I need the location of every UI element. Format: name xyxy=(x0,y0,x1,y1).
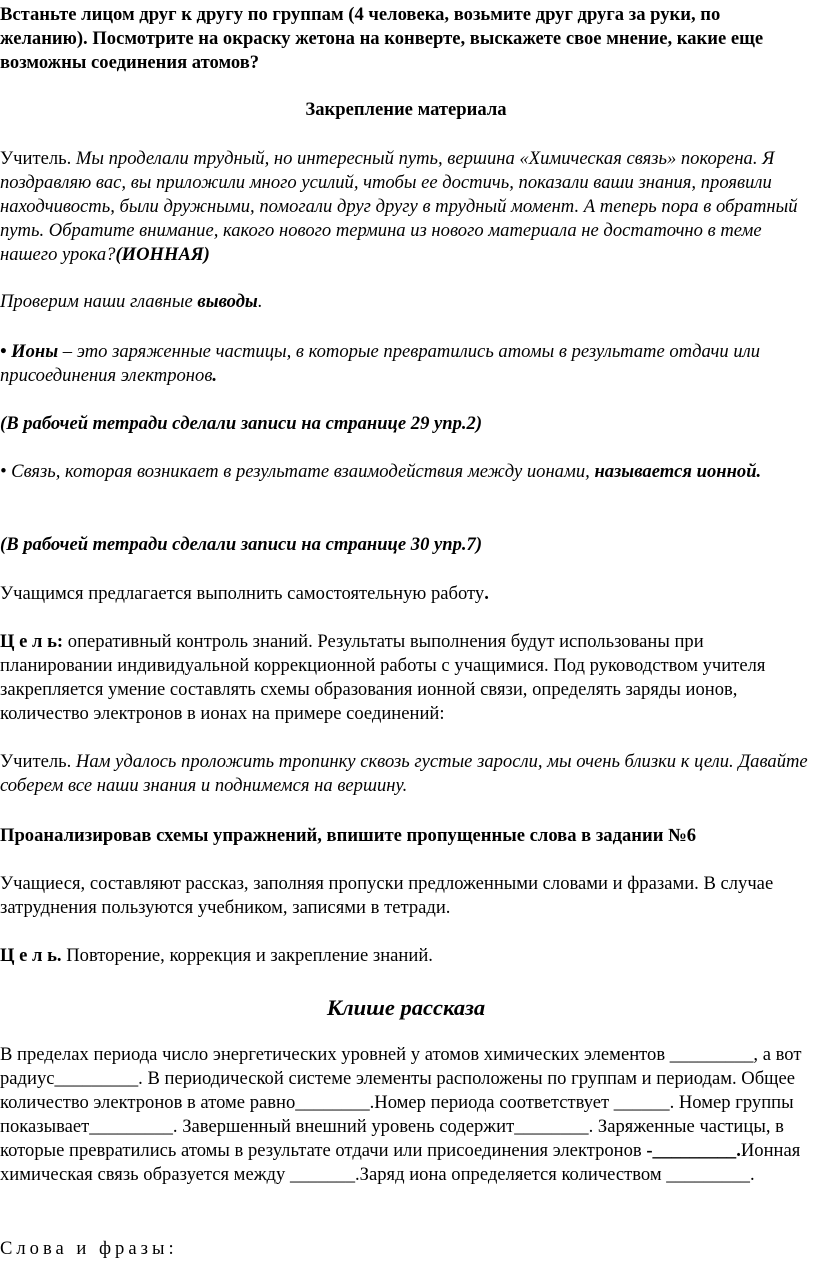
words-and-phrases-label: Слова и фразы: xyxy=(0,1238,178,1259)
goal-label-2: Ц е л ь. xyxy=(0,945,62,966)
ions-text: – это заряженные частицы, в которые превратились атомы в результате отдачи или присоединения электронов xyxy=(0,341,761,386)
ions-definition xyxy=(0,340,812,388)
independent-work xyxy=(0,582,812,606)
conclusions-end: . xyxy=(257,291,263,312)
teacher-speech-2: Нам удалось проложить тропинку сквозь густые заросли, мы очень близки к цели. Давайте соберем все наши знания и поднимемся на вершину. xyxy=(0,751,808,796)
bullet-2: • xyxy=(0,461,12,482)
story-blank-bold: -_________. xyxy=(646,1140,741,1161)
goal-paragraph-1 xyxy=(0,630,812,726)
teacher-label-2: Учитель. xyxy=(0,751,76,772)
goal-label-1: Ц е л ь: xyxy=(0,631,64,652)
students-instruction: Учащиеся, составляют рассказ, заполняя пропуски предложенными словами и фразами. В случае затруднения пользуются учебником, записями в тетради. xyxy=(0,873,774,918)
section-title: Закрепление материала xyxy=(305,99,507,120)
teacher-remark-2 xyxy=(0,750,812,798)
teacher-remark-1 xyxy=(0,147,812,267)
goal-text-2: Повторение, коррекция и закрепление знаний. xyxy=(61,945,433,966)
intro-paragraph: Встаньте лицом друг к другу по группам (4 человека, возьмите друг друга за руки, по желанию). Посмотрите на окраску жетона на конверте, выскажете свое мнение, какие еще возможны соединения атомов? xyxy=(0,4,764,73)
independent-end: . xyxy=(484,583,489,604)
conclusions-text: Проверим наши главные xyxy=(0,291,198,312)
ions-term: Ионы xyxy=(11,341,59,362)
independent-text: Учащимся предлагается выполнить самостоятельную работу xyxy=(0,583,485,604)
teacher-speech: Мы проделали трудный, но интересный путь, вершина «Химическая связь» покорена. Я поздравляю вас, вы приложили много усилий, чтобы ее достичь, показали ваши знания, проявили находчивость, были дружными, помогали друг другу в трудный момент. А теперь пора в обратный путь. Обратите внимание, какого нового термина из нового материала не достаточно в теме нашего урока? xyxy=(0,148,798,265)
story-part-1: В пределах периода число энергетических уровней у атомов химических элементов _________, а вот радиус_________. В периодической системе элементы расположены по группам и периодам. Общее количество электронов в атоме равно________.Номер периода соответствует ______. Номер группы показывает_________. Завершенный внешний уровень содержит________. Заряженные частицы, в которые превратились атомы в результате отдачи или присоединения электронов xyxy=(0,1044,802,1161)
task-6-heading: Проанализировав схемы упражнений, впишите пропущенные слова в задании №6 xyxy=(0,825,697,846)
ionic-bond-bold: называется ионной. xyxy=(594,461,762,482)
ionic-bond-text: Связь, которая возникает в результате взаимодействия между ионами, xyxy=(11,461,595,482)
answer-ionic: (ИОННАЯ) xyxy=(115,244,210,265)
conclusions-line xyxy=(0,290,812,314)
workbook-note-2: (В рабочей тетради сделали записи на странице 30 упр.7) xyxy=(0,534,483,555)
conclusions-bold: выводы xyxy=(197,291,258,312)
teacher-label: Учитель. xyxy=(0,148,76,169)
story-part-2: Ионная химическая связь образуется между _______.Заряд иона определяется количеством _________. xyxy=(0,1140,801,1185)
goal-paragraph-2 xyxy=(0,944,812,968)
bullet-1: • xyxy=(0,341,12,362)
goal-text-1: оперативный контроль знаний. Результаты выполнения будут использованы при планировании индивидуальной коррекционной работы с учащимися. Под руководством учителя закрепляется умение составлять схемы образования ионной связи, определять заряды ионов, количество электронов в ионах на примере соединений: xyxy=(0,631,766,724)
ionic-bond-definition xyxy=(0,460,812,484)
ions-end: . xyxy=(212,365,218,386)
story-cliche xyxy=(0,1043,812,1187)
story-title: Клише рассказа xyxy=(326,995,486,1020)
workbook-note-1: (В рабочей тетради сделали записи на странице 29 упр.2) xyxy=(0,413,483,434)
